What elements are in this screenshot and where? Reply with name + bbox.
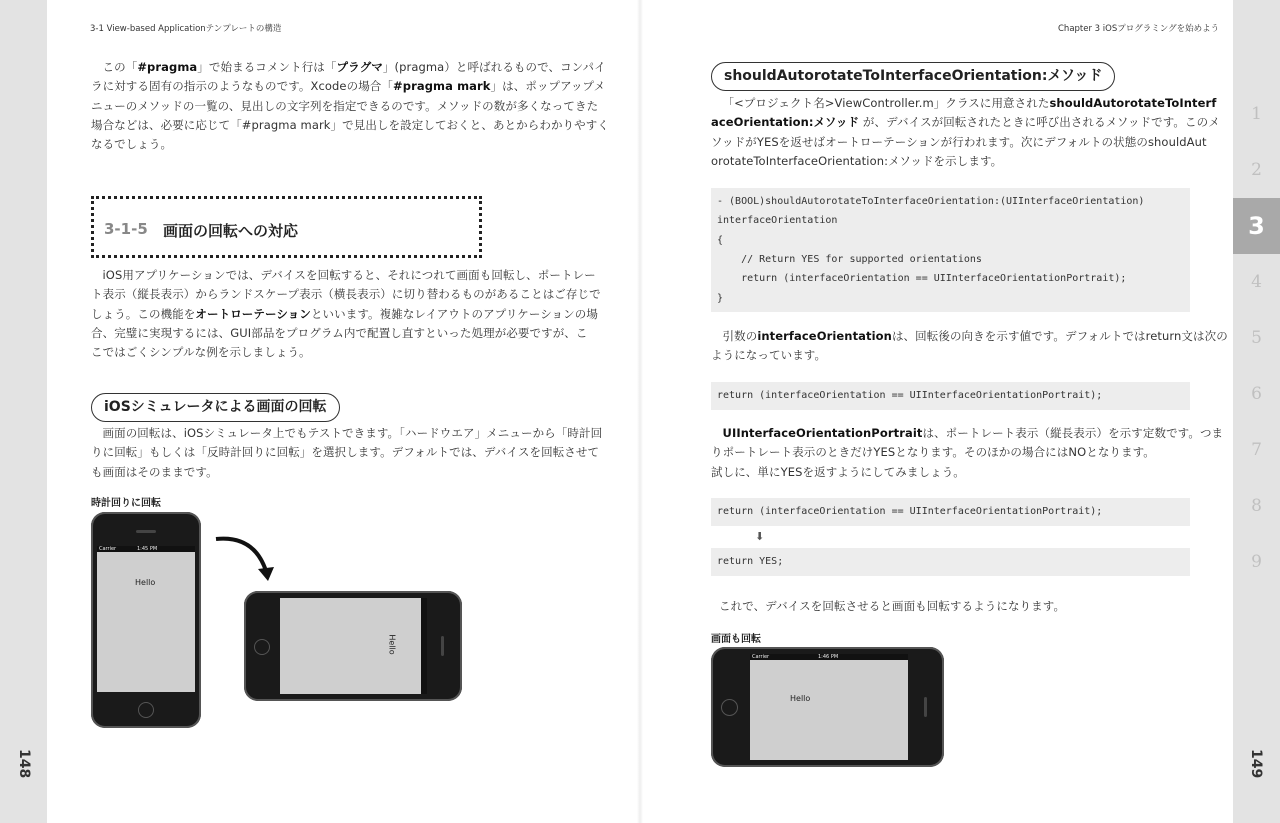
chapter-tab-2: 2 [1251,160,1262,180]
status-bar [97,546,195,552]
text-line: 試しに、単にYESを返すようにしてみましょう。 [711,464,965,479]
phone-speaker [136,530,156,533]
running-head-left: 3-1 View-based Applicationテンプレートの構造 [90,24,282,34]
hello-label: Hello [135,578,156,587]
chapter-tab-5: 5 [1251,328,1262,348]
status-bar [750,654,908,660]
code-block-default [711,188,1190,312]
method-subheading: shouldAutorotateToInterfaceOrientation:メソッド [711,62,1115,91]
chapter-tab-4: 4 [1251,272,1262,292]
phone-result-screen [750,654,908,760]
text-line: こではごくシンプルな例を示しましょう。 [91,345,311,360]
chapter-tab-1: 1 [1251,104,1262,124]
chapter-tab-3: 3 [1233,198,1280,254]
text-line: 場合などは、必要に応じて「#pragma mark」で見出しを設定しておくと、あとからわかりやすく [91,117,609,132]
running-head-right: Chapter 3 iOSプログラミングを始めよう [1058,24,1220,34]
rotate-arrow-icon [214,531,276,583]
result-text: これで、デバイスを回転させると画面も回転するようになります。 [719,599,1066,613]
text-line: ニューのメソッドの一覧の、見出しの文字列を指定できるのです。メソッドの数が多くなってきた [91,98,599,113]
phone-landscape [244,591,462,701]
text-line: なるでしょう。 [91,137,173,152]
text-line: ラに対する固有の指示のようなものです。Xcodeの場合「#pragma mark」は、ポップアップメ [91,79,606,94]
section-heading-box [91,196,482,258]
text-line: この「#pragma」で始まるコメント行は「プラグマ」(pragma）と呼ばれるもので、コンパイ [102,60,606,74]
chapter-tab-6: 6 [1251,384,1262,404]
chapter-tab-8: 8 [1251,496,1262,516]
phone-result [711,647,944,767]
home-button [254,639,270,655]
simulator-paragraph [91,424,603,482]
code-block-before [711,498,1190,526]
carrier-label: Carrier [99,546,117,552]
text-line: も画面はそのままです。 [91,464,218,479]
section-title: 画面の回転への対応 [163,222,299,240]
gutter [637,0,643,823]
page-number-right: 149 [1248,749,1264,779]
phone-speaker [924,697,927,717]
chapter-tab-7: 7 [1251,440,1262,460]
text-line: 合、完璧に実現するには、GUI部品をプログラム内で配置し直すといった処理が必要ですが、こ [91,325,588,340]
home-button [721,699,738,716]
phone-landscape-screen [280,598,427,694]
text-line: 画面の回転は、iOSシミュレータ上でもテストできます。「ハードウエア」メニューから「時計回 [102,426,603,440]
text-line: りに回転」もしくは「反時計回りに回転」を選択します。デフォルトでは、デバイスを回転させて [91,445,600,460]
figure-caption-rotated: 画面も回転 [711,634,761,645]
code-line: } [717,292,724,304]
code-line: interfaceOrientation [717,215,838,227]
code-line: { [717,234,724,246]
code-line: - (BOOL)shouldAutorotateToInterfaceOrientation:(UIInterfaceOrientation) [717,196,1145,207]
text-line: りポートレート表示のときだけYESとなります。そのほかの場合にはNOとなります。 [711,445,1155,460]
code-line: return (interfaceOrientation == UIInterfaceOrientationPortrait); [717,506,1103,517]
figure-caption-clockwise: 時計回りに回転 [91,498,161,509]
code-block-return [711,382,1190,410]
text-line: 引数のinterfaceOrientationは、回転後の向きを示す値です。デフォルトではreturn文は次の [722,329,1228,343]
simulator-subheading: iOSシミュレータによる画面の回転 [91,393,340,422]
portrait-constant-paragraph [711,424,1224,482]
carrier-label: Carrier [752,654,770,660]
intro-paragraph [91,58,609,154]
code-line: return (interfaceOrientation == UIInterfaceOrientationPortrait); [717,390,1103,401]
chapter-tabs [1233,86,1280,590]
method-paragraph [711,94,1220,171]
text-line: ようになっています。 [711,348,827,363]
home-button [138,702,154,718]
code-block-after [711,548,1190,576]
code-line: return YES; [717,556,784,567]
hello-label: Hello [387,634,397,655]
text-line: ソッドがYESを返せばオートローテーションが行われます。次にデフォルトの状態のshouldAut [711,134,1207,149]
argument-paragraph [711,327,1228,366]
status-time: 1:45 PM [137,546,158,552]
autorotation-paragraph [91,266,601,362]
code-line: return (interfaceOrientation == UIInterfaceOrientationPortrait); [717,273,1127,285]
code-line: // Return YES for supported orientations [717,253,982,265]
section-number: 3-1-5 [104,220,148,238]
page-number-left: 148 [16,749,32,779]
down-arrow-icon: ⬇ [755,530,765,543]
text-line: UIInterfaceOrientationPortraitは、ポートレート表示（縦長表示）を示す定数です。つま [722,426,1224,440]
text-line: しょう。この機能をオートローテーションといいます。複雑なレイアウトのアプリケーションの場 [91,306,598,321]
text-line: iOS用アプリケーションでは、デバイスを回転すると、それにつれて画面も回転し、ポートレー [102,268,596,282]
status-bar [421,598,427,694]
phone-portrait-screen [97,546,195,692]
text-line: 「<プロジェクト名>ViewController.m」クラスに用意されたshouldAutorotateToInterf [722,96,1217,110]
text-line: aceOrientation:メソッド が、デバイスが回転されたときに呼び出されるメソッドです。このメ [711,115,1220,130]
phone-speaker [441,636,444,656]
text-line: orotateToInterfaceOrientation:メソッドを示します。 [711,153,1003,168]
left-margin-bar [0,0,47,823]
status-time: 1:46 PM [818,654,839,660]
phone-portrait [91,512,201,728]
chapter-tab-9: 9 [1251,552,1262,572]
text-line: ト表示（縦長表示）からランドスケープ表示（横長表示）に切り替わるものがあることはご存じで [91,287,601,302]
hello-label: Hello [790,694,811,703]
